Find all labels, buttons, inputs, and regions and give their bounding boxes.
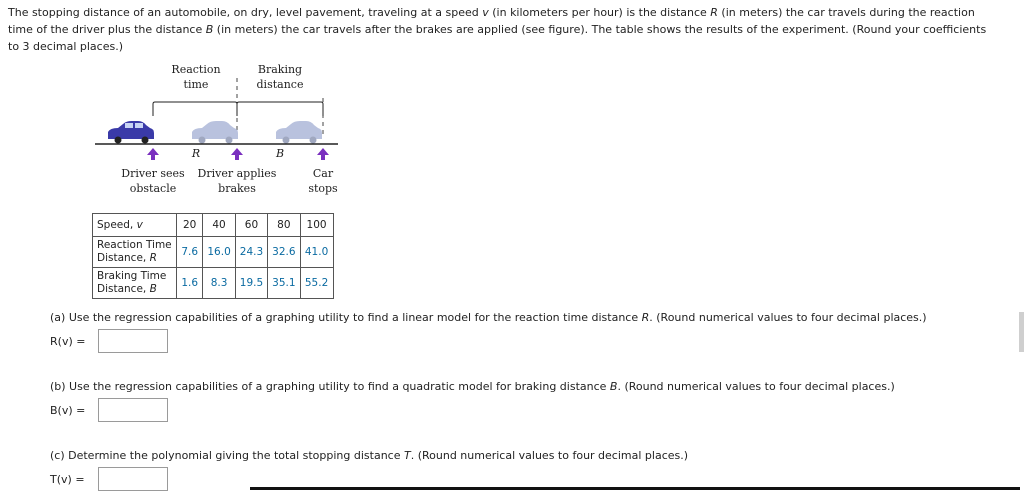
braking-var: B [149,283,157,295]
reaction-cell: 7.6 [177,237,203,268]
braking-header [93,268,177,299]
r-symbol: R [191,147,201,160]
answer-b-input[interactable] [98,398,168,422]
ghost-car-icon-end [276,121,322,144]
speed-cell: 80 [268,214,300,237]
braking-cell: 55.2 [300,268,333,299]
stopping-distance-figure [90,58,350,208]
answer-c-label-rest: (v) = [56,472,85,486]
ghost-wheel-1a [199,137,206,144]
answer-a-input[interactable] [98,329,168,353]
caption-3-line1: Car [312,167,334,180]
speed-cell: 20 [177,214,203,237]
speed-var: v [136,218,143,231]
table-row-reaction [93,237,334,268]
ghost-wheel-2b [310,137,317,144]
intro-text-2: (in kilometers per hour) is the distance [488,6,711,19]
var-v: v [482,6,489,19]
answer-a-label-rest: (v) = [57,334,86,348]
reaction-cell: 32.6 [268,237,300,268]
table-row-speed [93,214,334,237]
braking-label-2: Distance, [97,283,150,295]
answer-row-b [50,398,168,422]
question-c-text-end: . (Round numerical values to four decimal places.) [410,449,689,462]
question-a-var: R [641,311,650,324]
car-wheel-rear [142,137,149,144]
reaction-label-1: Reaction Time [97,239,172,251]
caption-3-line2: stops [308,182,338,195]
reaction-header [93,237,177,268]
car-icon [108,121,154,144]
answer-row-c [50,467,168,491]
answer-b-label [50,404,98,417]
problem-statement [8,4,998,55]
braking-bracket [237,102,323,116]
question-c-var: T [403,449,411,462]
intro-text-1: The stopping distance of an automobile, on dry, level pavement, traveling at a speed [8,6,483,19]
braking-cell: 8.3 [203,268,235,299]
caption-2-line1: Driver applies [197,167,277,180]
reaction-cell: 16.0 [203,237,235,268]
question-a [50,311,927,324]
braking-label-1: Braking Time [97,270,167,282]
reaction-bracket [153,102,237,116]
answer-c-var: T [50,472,57,486]
question-c [50,449,688,462]
speed-cell: 40 [203,214,235,237]
up-arrow-icon-1 [147,148,159,160]
reaction-var: R [149,252,157,264]
answer-a-label [50,335,98,348]
braking-label-line1: Braking [257,63,303,76]
answer-c-label [50,473,98,486]
answer-b-label-rest: (v) = [57,403,86,417]
answer-b-var: B [50,403,58,417]
var-r: R [710,6,718,19]
braking-label-line2: distance [256,78,304,91]
question-b-text: (b) Use the regression capabilities of a graphing utility to find a quadratic model for braking distance [50,380,610,393]
intro-text-4: (in meters) the car travels after the brakes are applied (see figure). The table shows the results of the experiment. (Round your coefficients to 3 decimal places.) [8,23,987,53]
up-arrow-icon-3 [317,148,329,160]
answer-row-a [50,329,168,353]
braking-cell: 35.1 [268,268,300,299]
car-window-front [125,123,133,128]
reaction-cell: 24.3 [235,237,267,268]
car-window-rear [135,123,143,128]
car-wheel-front [115,137,122,144]
var-b: B [205,23,214,36]
scrollbar-thumb[interactable] [1019,312,1024,352]
ghost-car-body-2 [276,121,322,139]
answer-a-var: R [50,334,58,348]
table-row-braking [93,268,334,299]
question-b-var: B [609,380,618,393]
question-b-text-end: . (Round numerical values to four decimal places.) [617,380,895,393]
question-a-text-end: . (Round numerical values to four decimal places.) [649,311,927,324]
experiment-table [92,213,334,299]
speed-cell: 100 [300,214,333,237]
b-symbol: B [275,147,285,160]
ghost-wheel-1b [226,137,233,144]
answer-c-input[interactable] [98,467,168,491]
ghost-car-body-1 [192,121,238,139]
reaction-label-line1: Reaction [171,63,221,76]
question-a-text: (a) Use the regression capabilities of a graphing utility to find a linear model for the reaction time distance [50,311,642,324]
question-c-text: (c) Determine the polynomial giving the total stopping distance [50,449,404,462]
reaction-label-2: Distance, [97,252,150,264]
figure-svg [90,58,350,208]
speed-cell: 60 [235,214,267,237]
up-arrow-icon-2 [231,148,243,160]
ghost-wheel-2a [283,137,290,144]
speed-header [93,214,177,237]
question-b [50,380,895,393]
speed-label: Speed, [97,218,137,231]
ghost-car-icon-middle [192,121,238,144]
intro-text-3: (in meters) the car travels during the reaction time of the driver plus the distance [8,6,975,36]
reaction-label-line2: time [183,78,209,91]
braking-cell: 19.5 [235,268,267,299]
caption-1-line2: obstacle [129,182,177,195]
caption-2-line2: brakes [218,182,256,195]
caption-1-line1: Driver sees [121,167,185,180]
reaction-cell: 41.0 [300,237,333,268]
braking-cell: 1.6 [177,268,203,299]
